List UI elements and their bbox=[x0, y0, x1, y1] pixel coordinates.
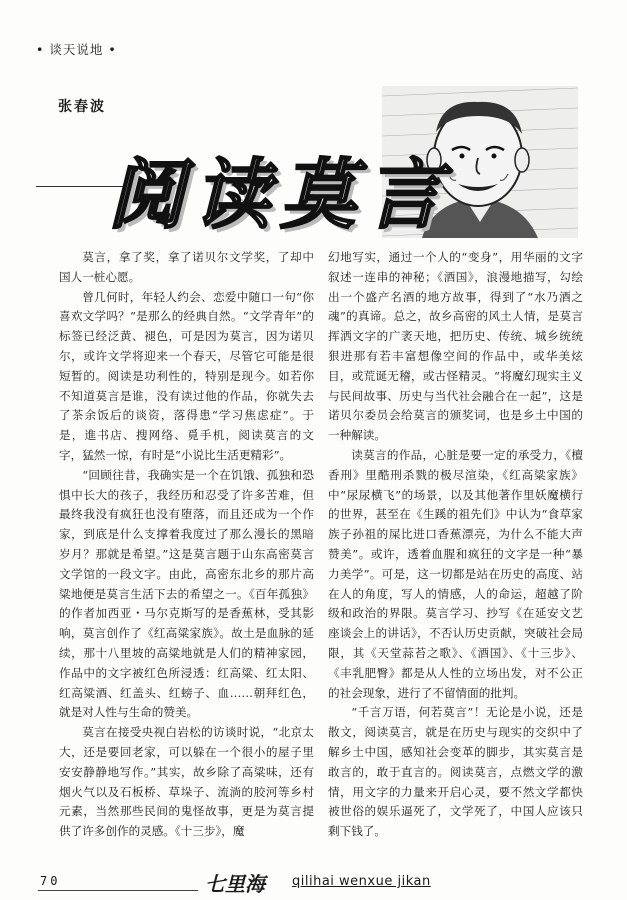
page-footer bbox=[0, 870, 627, 894]
magazine-name: 七里海 bbox=[205, 872, 265, 896]
article-right-column bbox=[328, 248, 583, 842]
paragraph: “回顾往昔，我确实是一个在饥饿、孤独和恐惧中长大的孩子，我经历和忍受了许多苦难，但最终我没有疯狂也没有堕落，而且还成为一个作家，到底是什么支撑着我度过了那么漫长的黑暗岁月？那就是希望。”这是莫言题于山东高密莫言文学馆的一段文字。由此，高密东北乡的那片高粱地便是莫言生活下去的希望之一。《百年孤独》的作者加西亚・马尔克斯写的是香蕉林，受其影响，莫言创作了《红高粱家族》。故土是血脉的延续，那十八里坡的高粱地就是人们的精神家园，作品中的文字被红色所浸透：红高粱、红太阳、红高粱酒、红盖头、红螃子、血……朝拜红色，就是对人性与生命的赞美。 bbox=[59, 467, 314, 720]
column-tag: • 谈天说地 • bbox=[36, 42, 117, 57]
paragraph: 幻地写实，通过一个人的“变身”，用华丽的文字叙述一连串的神秘；《酒国》，浪漫地描写，勾绘出一个盛产名酒的地方故事，得到了“水乃酒之魂”的真谛。总之，故乡高密的风土人情，是莫言挥洒文字的广袤天地，把历史、传统、城乡统统狠进那有若丰富想像空间的作品中，或华美炫目，或荒诞无稽，或古怪精灵。“将魔幻现实主义与民间故事、历史与当代社会融合在一起”，这是诺贝尔委员会给莫言的颁奖词，也是乡土中国的一种解读。 bbox=[328, 250, 583, 443]
page-number: 70 bbox=[40, 874, 61, 888]
paragraph: “千言万语，何若莫言”！无论是小说，还是散文，阅读莫言，就是在历史与现实的交织中了解乡土中国，感知社会变革的脚步，其实莫言是敢言的，敢于直言的。阅读莫言，点燃文学的激情，用文字的力量来开启心灵，要不然文学都快被世俗的娱乐逼死了，文学死了，中国人应该只剩下钱了。 bbox=[328, 705, 583, 839]
paragraph: 莫言在接受央视白岩松的访谈时说，“北京太大，还是要回老家，可以躲在一个很小的屋子里安安静静地写作。”其实，故乡除了高粱味，还有烟火气以及石板桥、草垛子、流淌的胶河等乡村元素，当然那些民间的鬼怪故事，更是为莫言提供了许多创作的灵感。《十三步》，魔 bbox=[59, 725, 314, 839]
author-name: 张春波 bbox=[58, 99, 106, 115]
article-title: 阅读莫言 bbox=[108, 150, 452, 239]
paragraph: 读莫言的作品，心脏是要一定的承受力，《檀香刑》里酷刑杀戮的极尽渲染，《红高粱家族》中“尿尿横飞”的场景，以及其他著作里妖魔横行的世界，甚至在《生蹊的祖先们》中认为“食草家族子孙祖的屎比进口香蕉漂亮，为什么不能大声赞美”。或许，透着血腥和疯狂的文字是一种“暴力美学”。可是，这一切都是站在历史的高度、站在人的角度，写人的情感，人的命运，超越了阶级和政治的界限。莫言学习、抄写《在延安文艺座谈会上的讲话》，不否认历史贡献，突破社会局限，其《天堂蒜苔之歌》、《酒国》、《十三步》、《丰乳肥臀》都是从人性的立场出发，对不公正的社会现象，进行了不留情面的批判。 bbox=[328, 447, 583, 700]
paragraph: 莫言，拿了奖，拿了诺贝尔文学奖，了却中国人一桩心愿。 bbox=[59, 250, 314, 284]
paragraph: 曾几何时，年轻人约会、恋爱中随口一句“你喜欢文学吗？”是那么的经典自然。“文学青年”的标签已经泛黄、褪色，可是因为莫言，因为诺贝尔，或许文学将迎来一个春天，尽管它可能是很短暂的。阅读是功利性的，特别是现今。如若你不知道莫言是谁，没有读过他的作品，你就失去了茶余饭后的谈资，落得患“学习焦虑症”。于是，進书店、搜网络、覓手机，阅读莫言的文字，猛然一惊，有时是“小说比生活更精彩”。 bbox=[59, 289, 314, 462]
article-left-column bbox=[59, 248, 314, 842]
magazine-pinyin: qilihai wenxue jikan bbox=[292, 874, 431, 889]
footer-rule bbox=[38, 890, 198, 891]
